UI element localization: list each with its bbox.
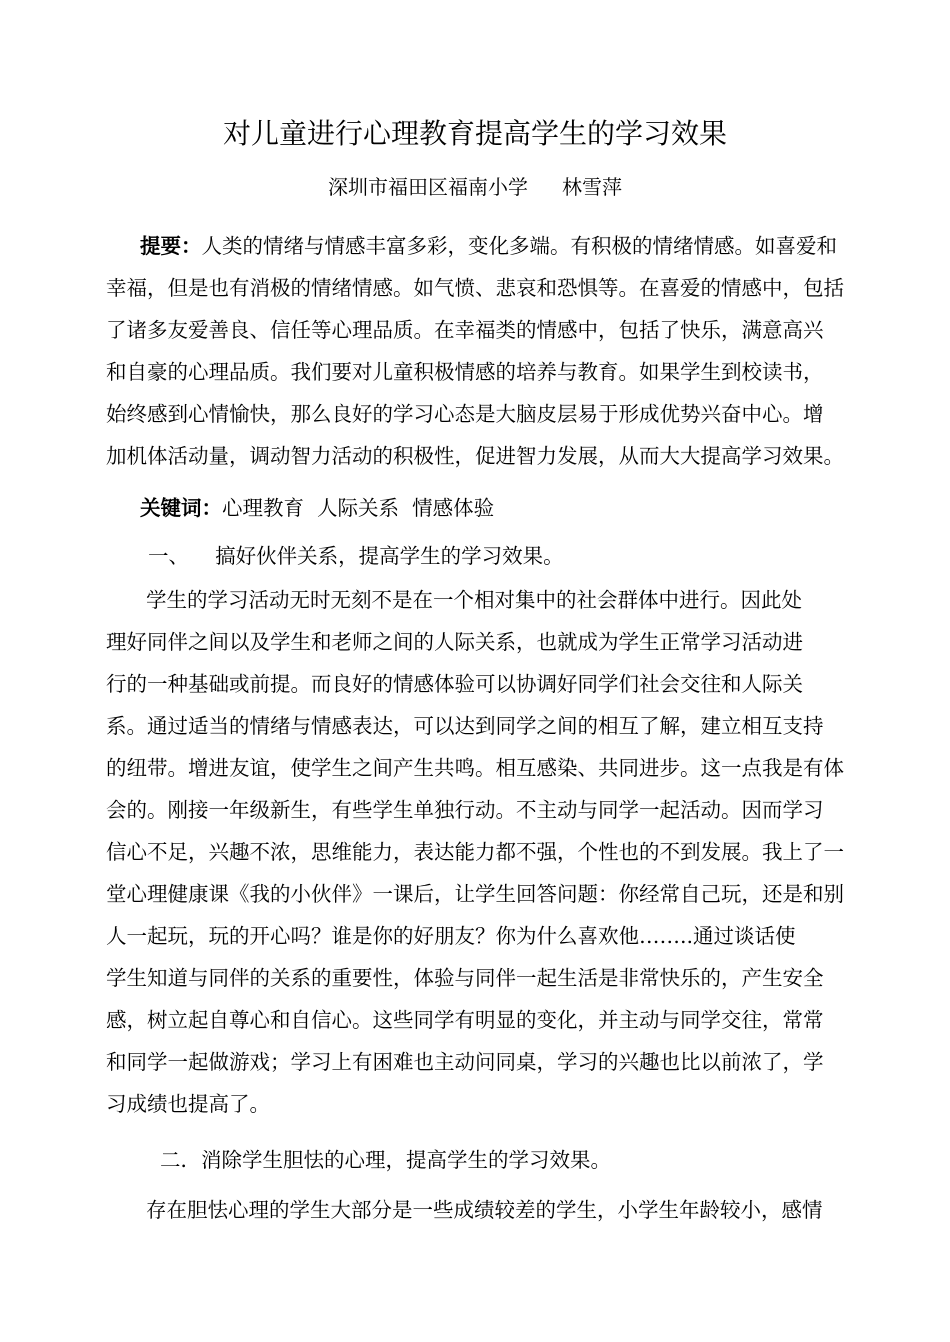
abstract-line: 和自豪的心理品质。我们要对儿童积极情感的培养与教育。如果学生到校读书， bbox=[106, 360, 824, 384]
author-name: 林雪萍 bbox=[562, 175, 622, 199]
abstract-label: 提要： bbox=[140, 234, 202, 258]
paragraph-line: 堂心理健康课《我的小伙伴》一课后，让学生回答问题：你经常自己玩，还是和别 bbox=[106, 882, 844, 906]
abstract-line: 加机体活动量，调动智力活动的积极性，促进智力发展，从而大大提高学习效果。 bbox=[106, 444, 844, 468]
section-2-heading: 二．消除学生胆怯的心理，提高学生的学习效果。 bbox=[160, 1148, 611, 1172]
author-school: 深圳市福田区福南小学 bbox=[328, 175, 528, 199]
paragraph-line: 学生知道与同伴的关系的重要性，体验与同伴一起生活是非常快乐的，产生安全 bbox=[106, 966, 824, 990]
abstract-line: 了诸多友爱善良、信任等心理品质。在幸福类的情感中，包括了快乐，满意高兴 bbox=[106, 318, 824, 342]
abstract-line: 幸福，但是也有消极的情绪情感。如气愤、悲哀和恐惧等。在喜爱的情感中，包括 bbox=[106, 276, 844, 300]
abstract-line: 始终感到心情愉快，那么良好的学习心态是大脑皮层易于形成优势兴奋中心。增 bbox=[106, 402, 824, 426]
paragraph-line: 系。通过适当的情绪与情感表达，可以达到同学之间的相互了解，建立相互支持 bbox=[106, 714, 824, 738]
paragraph-line: 会的。刚接一年级新生，有些学生单独行动。不主动与同学一起活动。因而学习 bbox=[106, 798, 824, 822]
keywords-label: 关键词： bbox=[140, 496, 222, 520]
paragraph-line: 的纽带。增进友谊，使学生之间产生共鸣。相互感染、共同进步。这一点我是有体 bbox=[106, 756, 844, 780]
paragraph-line: 信心不足，兴趣不浓，思维能力，表达能力都不强，个性也的不到发展。我上了一 bbox=[106, 840, 844, 864]
paragraph-line: 和同学一起做游戏；学习上有困难也主动问同桌，学习的兴趣也比以前浓了，学 bbox=[106, 1050, 824, 1074]
abstract-line: 提要：人类的情绪与情感丰富多彩，变化多端。有积极的情绪情感。如喜爱和 bbox=[140, 234, 837, 258]
section-1-heading: 一、 搞好伙伴关系，提高学生的学习效果。 bbox=[148, 544, 564, 568]
paragraph-line: 学生的学习活动无时无刻不是在一个相对集中的社会群体中进行。因此处 bbox=[146, 588, 802, 612]
keywords-text: 心理教育 人际关系 情感体验 bbox=[222, 496, 495, 520]
document-title: 对儿童进行心理教育提高学生的学习效果 bbox=[222, 117, 727, 150]
paragraph-line: 习成绩也提高了。 bbox=[106, 1092, 270, 1116]
keywords bbox=[140, 490, 494, 526]
paragraph-line: 感，树立起自尊心和自信心。这些同学有明显的变化，并主动与同学交往，常常 bbox=[106, 1008, 824, 1032]
paragraph-line: 理好同伴之间以及学生和老师之间的人际关系，也就成为学生正常学习活动进 bbox=[106, 630, 803, 654]
author-line bbox=[0, 172, 950, 202]
paragraph-line: 存在胆怯心理的学生大部分是一些成绩较差的学生，小学生年龄较小，感情 bbox=[146, 1198, 823, 1222]
paragraph-line: 行的一种基础或前提。而良好的情感体验可以协调好同学们社会交往和人际关 bbox=[106, 672, 803, 696]
paragraph-line: 人一起玩，玩的开心吗？谁是你的好朋友？你为什么喜欢他……..通过谈话使 bbox=[106, 924, 796, 948]
